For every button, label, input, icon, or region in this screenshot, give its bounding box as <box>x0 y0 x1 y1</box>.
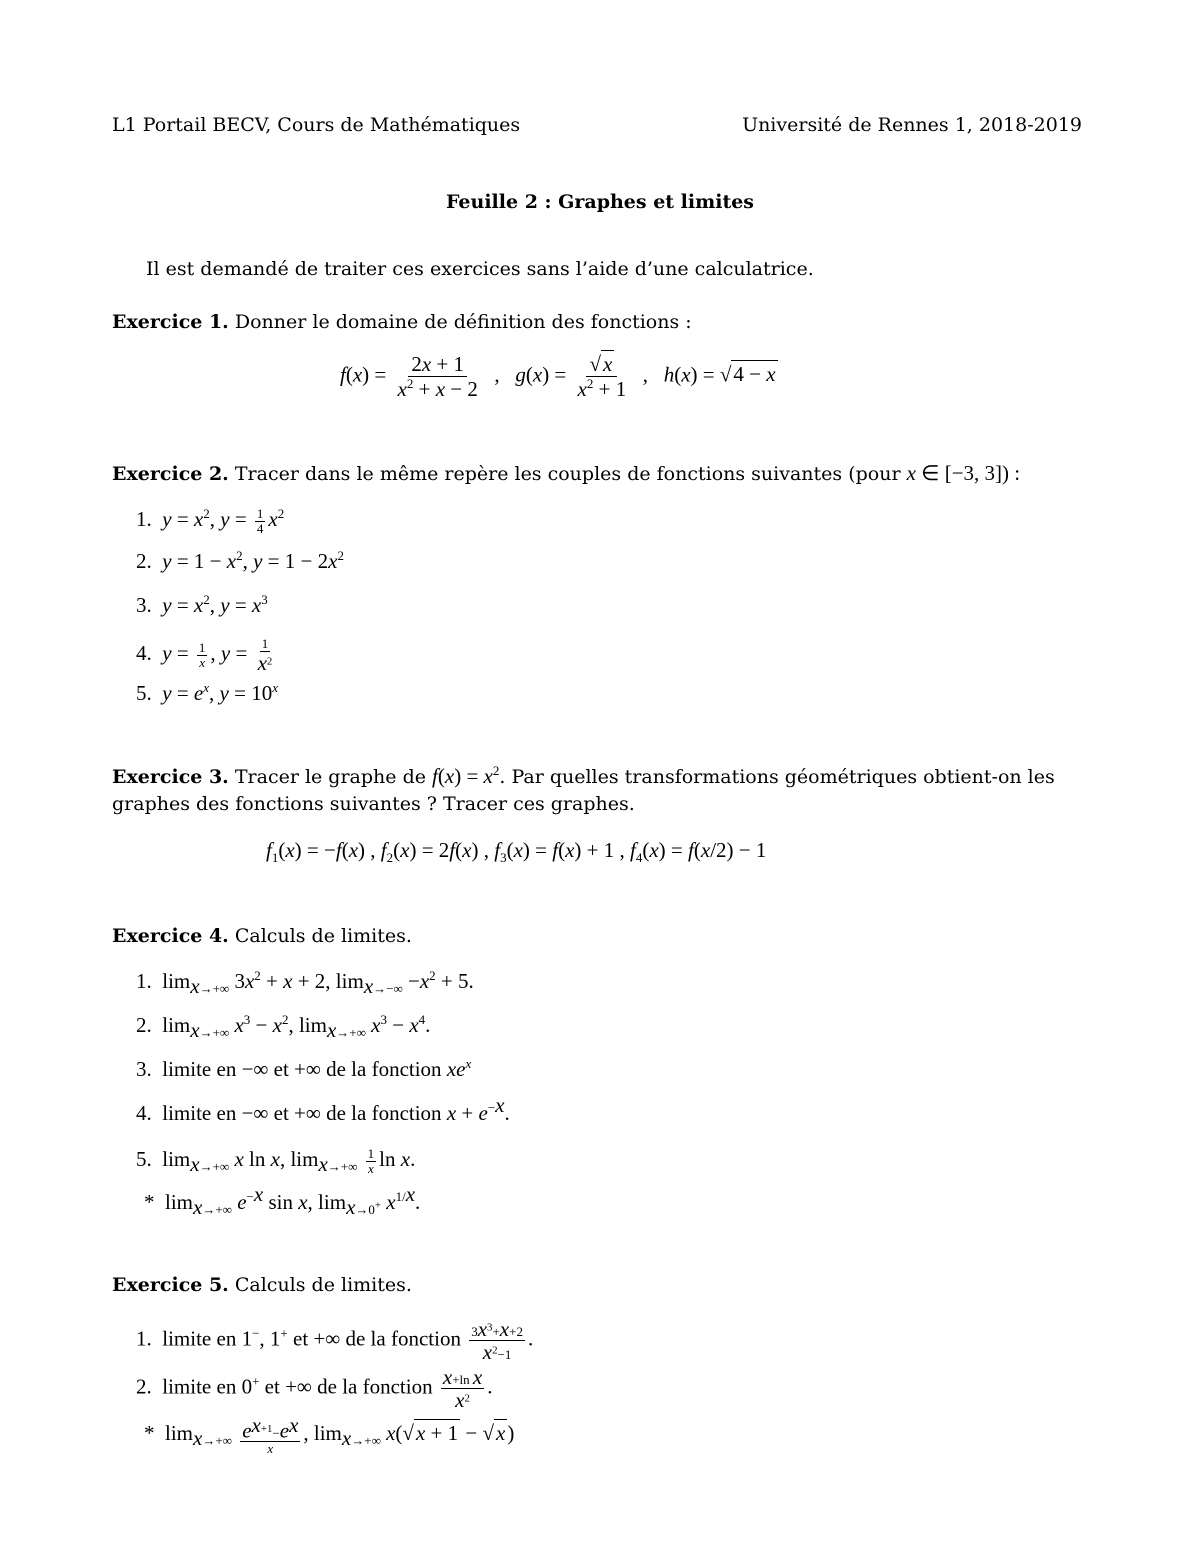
exercise-2: Exercice 2. Tracer dans le même repère les couples de fonctions suivantes (pour x ∈ [−3, 3]) : <box>112 461 1021 485</box>
fraction: $\frac{√x}{x^2 + 1}$ <box>577 352 627 402</box>
exercise-text: Tracer dans le même repère les couples de fonctions suivantes (pour <box>234 463 901 485</box>
list-item: * $\lim_{x\to+\infty} e^{-x}$ sin x, $\lim_{x\to 0^+} x^{1/x}$. <box>144 1182 421 1220</box>
exercise-text: Calculs de limites. <box>234 925 412 947</box>
list-item: 5. $\lim_{x\to+\infty} x$ ln x, $\lim_{x\to+\infty}$ $\frac{1}{x}$ ln x. <box>136 1146 416 1177</box>
exercise-label: Exercice 1. <box>112 311 229 333</box>
item-number: 4. <box>136 1101 152 1125</box>
exercise-4 <box>112 927 412 946</box>
exercise-text: Tracer le graphe de <box>234 766 426 788</box>
item-number: 1. <box>136 506 152 531</box>
item-text: limite en −∞ et +∞ de la fonction <box>162 1101 442 1125</box>
item-number: 1. <box>136 1326 152 1351</box>
list-item: 1. limite en 1−, 1+ et +∞ de la fonction $\frac{3x^3+x+2}{x^2-1}$ . <box>136 1317 534 1365</box>
exercise-label: Exercice 3. <box>112 766 229 788</box>
exercise-1 <box>112 313 692 332</box>
item-number: 2. <box>136 549 152 573</box>
exercise-label: Exercice 4. <box>112 925 229 947</box>
item-number: * <box>144 1420 155 1445</box>
item-text: et +∞ de la fonction <box>264 1374 433 1399</box>
exercise-label: Exercice 5. <box>112 1274 229 1296</box>
page-title: Feuille 2 : Graphes et limites <box>445 191 755 213</box>
item-number: 2. <box>136 1013 152 1037</box>
item-text: limite en −∞ et +∞ de la fonction <box>162 1057 442 1081</box>
list-item: 4. limite en −∞ et +∞ de la fonction $x + e^{-x}$. <box>136 1093 510 1125</box>
item-number: 3. <box>136 593 152 617</box>
item-number: 5. <box>136 681 152 705</box>
item-text: et +∞ de la fonction <box>293 1326 461 1351</box>
item-number: 2. <box>136 1374 152 1399</box>
list-item: * $\lim_{x\to+\infty}$ $\frac{e^{x+1}-e^x}{x}$ , $\lim_{x\to+\infty} x(√x + 1 - √x)$ <box>144 1413 515 1457</box>
header-right: Université de Rennes 1, 2018-2019 <box>742 114 1082 136</box>
list-item: 4. y = $\frac{1}{x}$ , y = $\frac{1}{x^2}$ <box>136 636 273 675</box>
fraction: $\frac{2x + 1}{x^2 + x - 2}$ <box>397 352 478 402</box>
exercise-3: Exercice 3. Tracer le graphe de $f(x) = x^2$. Par quelles transformations géométriques obtient-on les <box>112 763 1055 788</box>
exercise-1-formulas: f(x) = $\frac{2x + 1}{x^2 + x - 2}$ , g(x) = $\frac{√x}{x^2 + 1}$ , h(x) = √4 − x <box>340 352 776 402</box>
list-item: 5. $y = e^x$, $y = 10^x$ <box>136 680 278 705</box>
exercise-label: Exercice 2. <box>112 463 229 485</box>
item-number: * <box>144 1190 155 1214</box>
list-item: 1. $\lim_{x\to+\infty} 3x^2 + x + 2$, $\lim_{x\to-\infty} -x^2 + 5$. <box>136 968 474 999</box>
header-left: L1 Portail BECV, Cours de Mathématiques <box>112 114 521 136</box>
intro-text: Il est demandé de traiter ces exercices sans l’aide d’une calculatrice. <box>146 258 814 280</box>
list-item: 3. limite en −∞ et +∞ de la fonction $xe^x$ <box>136 1056 472 1081</box>
item-text: limite en <box>162 1374 237 1399</box>
exercise-5 <box>112 1276 412 1295</box>
list-item: 2. $\lim_{x\to+\infty} x^3 - x^2$, $\lim_{x\to+\infty} x^3 - x^4$. <box>136 1012 431 1043</box>
exercise-text: Calculs de limites. <box>234 1274 412 1296</box>
item-number: 1. <box>136 969 152 993</box>
item-text: limite en <box>162 1326 237 1351</box>
exercise-text: graphes des fonctions suivantes ? Tracer ces graphes. <box>112 793 635 815</box>
item-number: 5. <box>136 1146 152 1171</box>
list-item: 2. limite en 0+ et +∞ de la fonction $\frac{\text{x+ln x}}{x^2}$ . <box>136 1365 493 1413</box>
exercise-text: . Par quelles transformations géométriques obtient-on les <box>499 766 1055 788</box>
item-number: 3. <box>136 1057 152 1081</box>
list-item: 2. $y = 1 - x^2$, $y = 1 - 2x^2$ <box>136 548 344 573</box>
list-item: 3. $y = x^2$, $y = x^3$ <box>136 592 268 617</box>
list-item: 1. $y = x^2$, y = $\frac{1}{4}$ $x^2$ <box>136 505 285 536</box>
exercise-text: Donner le domaine de définition des fonctions : <box>234 311 692 333</box>
exercise-3-formulas: $f_1(x) = -f(x)$ , $f_2(x) = 2f(x)$ , $f_3(x) = f(x) + 1$ , $f_4(x) = f(x/2) - 1$ <box>266 838 767 866</box>
item-number: 4. <box>136 641 152 666</box>
